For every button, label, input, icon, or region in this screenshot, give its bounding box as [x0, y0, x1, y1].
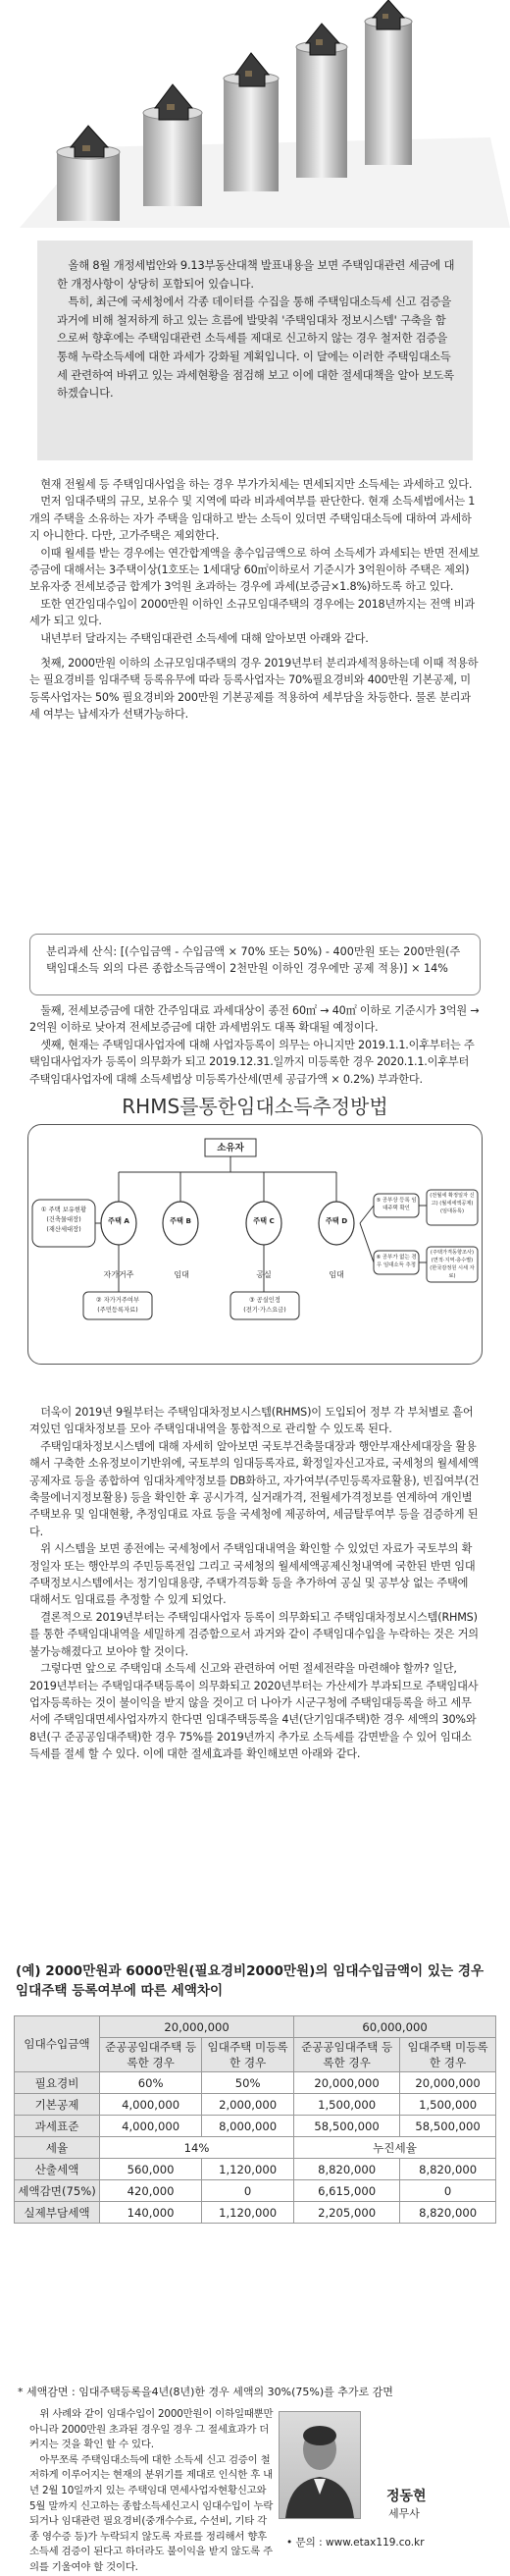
table-row	[15, 2116, 496, 2137]
status-vacant: 공실	[256, 1270, 272, 1279]
table-row	[15, 2180, 496, 2202]
author-photo	[279, 2411, 361, 2519]
table-cell: 20,000,000	[294, 2072, 400, 2094]
table-cell: 1,120,000	[202, 2202, 294, 2224]
rhms-flow-diagram	[28, 1125, 481, 1363]
house-d: 주택 D	[325, 1216, 348, 1225]
author-card	[279, 2407, 506, 2559]
summary-paragraph: 특히, 최근에 국세청에서 각종 데이터를 수집을 통해 주택임대소득세 신고 검증을 과거에 비해 철저하게 하고 있는 흐름에 발맞춰 '주택임대차 정보시스템' 구축을 함으로써 향후에는 주택임대관련 소득세를 제대로 신고하지 않는 경우 철저한 검증을 통해 누락소득세에 대한 과세가 강화될 계획입니다. 이 달에는 이러한 주택임대소득세 관련하여 바뀌고 있는 과세현황을 점검해 보고 이에 대한 절세대책을 알아 보도록 하겠습니다.	[57, 295, 454, 401]
table-cell: 1,500,000	[294, 2094, 400, 2116]
group-header: 20,000,000	[100, 2016, 294, 2038]
hero-illustration	[0, 0, 510, 231]
author-contact: • 문의 : www.etax119.co.kr	[286, 2537, 425, 2549]
registration-source-box: (전월세 확정일자 신고) (월세세액공제) (임대등록)	[430, 1193, 475, 1214]
vacancy-check-box	[230, 1296, 299, 1315]
house-c: 주택 C	[253, 1216, 275, 1225]
table-cell: 8,000,000	[202, 2116, 294, 2137]
body-paragraph: 아무쪼록 주택임대소득에 대한 소득세 신고 검증이 철저하게 이루어지는 현재의 분위기를 제대로 인식한 후 내년 2월 10일까지 있는 주택임대 면세사업자현황신고와 5월 말까지 신고하는 종합소득세신고시 임대수입이 누락되거나 임대관련 필요경비(중개수수료, 수선비, 기타 각종 영수증 등)가 누락되지 않도록 자료를 정리해서 향후 소득세 검증이 된다고 하더라도 불이익을 받지 않도록 주의를 기울여야 할 것이다.	[29, 2453, 274, 2573]
article-body-section-3	[29, 1404, 481, 1763]
table-cell: 14%	[100, 2137, 294, 2159]
self-residence-line: (주민등록자료)	[97, 1307, 138, 1314]
author-name: 정동현	[386, 2489, 427, 2504]
price-source-box: (주택가격동향조사) (면적·지역·층수별) (한국감정원 시세 자료)	[430, 1250, 475, 1279]
registered-rental-note: ⑤ 공부상 등록 임대주택 확인	[376, 1198, 417, 1211]
status-rented: 임대	[329, 1270, 344, 1279]
body-paragraph: 둘째, 전세보증금에 대한 간주임대료 과세대상이 종전 60㎡ → 40㎡ 이하로 기준시가 3억원 → 2억원 이하로 낮아져 전세보증금에 대한 과세범위도 대폭 확대될 예정이다.	[29, 1004, 480, 1035]
table-cell: 2,000,000	[202, 2094, 294, 2116]
table-cell: 60%	[100, 2072, 202, 2094]
body-paragraph: 결론적으로 2019년부터는 주택임대사업자 등록이 의무화되고 주택임대차정보시스템(RHMS)를 통한 주택임대내역을 세밀하게 검증함으로서 과거와 같이 주택임대수입을 누락하는 것은 거의 불가능해졌다고 보아야 할 것이다.	[29, 1610, 479, 1658]
body-paragraph: 위 시스템을 보면 종전에는 국세청에서 주택임대내역을 확인할 수 있었던 자료가 국토부의 확정일자 또는 행안부의 주민등록전입 그리고 국세청의 월세세액공제신청내역에 국한된 반면 임대주택정보시스템에서는 정기임대용량, 주택가격등확 등을 추가하여 공실 및 공부상 없는 주택에 대해서도 임대료를 추정할 수 있게 되었다.	[29, 1542, 476, 1607]
body-paragraph: 현재 전월세 등 주택임대사업을 하는 경우 부가가치세는 면세되지만 소득세는 과세하고 있다.	[40, 478, 473, 491]
row-label: 산출세액	[15, 2159, 100, 2180]
table-row	[15, 2202, 496, 2224]
vacancy-line: (전기·가스요금)	[243, 1307, 286, 1314]
table-cell: 6,615,000	[294, 2180, 400, 2202]
table-cell: 20,000,000	[400, 2072, 496, 2094]
body-paragraph: 셋째, 현재는 주택임대사업자에 대해 사업자등록이 의무는 아니지만 2019.1.1.이후부터는 주택임대사업자가 등록이 의무화가 되고 2019.12.31.일까지 미등록한 경우 2020.1.1.이후부터 주택임대사업자에 대해 소득세법상 미등록가산세(면세 공급가액 × 0.2%) 부과한다.	[29, 1038, 475, 1086]
body-paragraph: 주택임대차정보시스템에 대해 자세히 알아보면 국토부건축물대장과 행안부재산세대장을 활용해서 구축한 소유정보이기반위에, 국토부의 임대등록자료, 확정일자신고자료, 국세청의 월세세액공제자료 등을 종합하여 임대차계약정보를 DB화하고, 자가여부(주민등록자료활용), 빈집여부(건축물에너지정보활용) 등을 확인한 후 공시가격, 실거래가격, 전월세가격정보를 연계하여 개인별주택보유 및 임대현황, 추정임대료 자료 등을 국세청에 제공하여, 세금탈루여부 등을 검증하게 된다.	[29, 1439, 480, 1538]
author-title: 세무사	[388, 2507, 420, 2520]
diagram-title: RHMS를통한임대소득추정방법	[122, 1095, 388, 1118]
vacancy-line: ③ 공실인정	[249, 1297, 280, 1304]
table-cell: 0	[202, 2180, 294, 2202]
table-header-row	[15, 2016, 496, 2038]
body-paragraph: 이때 월세를 받는 경우에는 연간합계액을 총수입금액으로 하여 소득세가 과세되는 반면 전세보증금에 대해서는 3주택이상(1호또는 1세대당 60㎡이하로서 기준시가 3억원이하 주택은 제외) 보유자중 전세보증금 합계가 3억원 초과하는 경우에 과세(보증금×1.8%)하도록 하고 있다.	[29, 546, 480, 594]
coin-houses-illustration	[0, 0, 510, 231]
body-paragraph: 또한 연간임대수입이 2000만원 이하인 소규모임대주택의 경우에는 2018년까지는 전액 비과세가 되고 있다.	[29, 597, 476, 628]
row-label-header: 임대수입금액	[15, 2016, 100, 2072]
table-row	[15, 2094, 496, 2116]
rhms-diagram	[27, 1124, 483, 1365]
house-b: 주택 B	[170, 1216, 191, 1225]
table-title: (예) 2000만원과 6000만원(필요경비2000만원)의 임대수입금액이 있는 경우 임대주택 등록여부에 따른 세액차이	[16, 1963, 484, 1999]
summary-box	[37, 241, 473, 460]
column-header: 준공공임대주택 등록한 경우	[100, 2038, 202, 2072]
table-cell: 1,500,000	[400, 2094, 496, 2116]
owner-label: 소유자	[217, 1143, 244, 1154]
row-label: 세액감면(75%)	[15, 2180, 100, 2202]
row-label: 세율	[15, 2137, 100, 2159]
body-paragraph: 내년부터 달라지는 주택임대관련 소득세에 대해 알아보면 아래와 같다.	[40, 631, 369, 645]
status-self-residence: 자가거주	[103, 1270, 134, 1279]
row-label: 실제부담세액	[15, 2202, 100, 2224]
article-body-section-4	[29, 2407, 275, 2576]
row-label: 필요경비	[15, 2072, 100, 2094]
house-holdings-line: (재산세대장)	[46, 1226, 81, 1233]
table-cell: 58,500,000	[400, 2116, 496, 2137]
table-cell: 4,000,000	[100, 2094, 202, 2116]
table-cell: 0	[400, 2180, 496, 2202]
table-cell: 8,820,000	[294, 2159, 400, 2180]
table-row	[15, 2137, 496, 2159]
body-paragraph: 첫째, 2000만원 이하의 소규모임대주택의 경우 2019년부터 분리과세적용하는데 이때 적용하는 필요경비를 임대주택 등록유무에 따라 등록사업자는 70%필요경비와 400만원 기본공제, 미등록사업자는 50% 필요경비와 200만원 기본공제를 적용하여 세부담을 차등한다. 물론 분리과세 여부는 납세자가 선택가능하다.	[29, 657, 479, 722]
table-cell: 560,000	[100, 2159, 202, 2180]
table-row	[15, 2072, 496, 2094]
table-cell: 8,820,000	[400, 2202, 496, 2224]
self-residence-line: ② 자가거주여부	[95, 1297, 140, 1304]
body-paragraph: 위 사례와 같이 임대수입이 2000만원이 이하일때뿐만 아니라 2000만원 초과된 경우일 경우 그 절세효과가 더 커지는 것을 확인 할 수 있다.	[29, 2408, 274, 2451]
status-rented: 임대	[174, 1270, 189, 1279]
house-holdings-line: (건축물대장)	[46, 1216, 81, 1223]
body-paragraph: 더욱이 2019년 9월부터는 주택임대차정보시스템(RHMS)이 도입되어 정부 각 부처별로 흩어져있던 임대차정보를 모아 주택임대내역을 통합적으로 관리할 수 있도록 된다.	[29, 1406, 474, 1436]
table-cell: 4,000,000	[100, 2116, 202, 2137]
table-cell: 1,120,000	[202, 2159, 294, 2180]
portrait-icon	[280, 2412, 360, 2518]
summary-paragraph: 올해 8월 개정세법안와 9.13부동산대책 발표내용을 보면 주택임대관련 세금에 대한 개정사항이 상당히 포함되어 있습니다.	[57, 258, 455, 291]
table-cell: 140,000	[100, 2202, 202, 2224]
table-footnote: * 세액감면 : 임대주택등록을4년(8년)한 경우 세액의 30%(75%)를 추가로 감면	[18, 2386, 393, 2398]
group-header: 60,000,000	[294, 2016, 496, 2038]
article-body-section-2	[29, 1002, 481, 1088]
tax-comparison-table	[14, 2015, 496, 2224]
article-body-section-1	[29, 476, 481, 724]
table-cell: 2,205,000	[294, 2202, 400, 2224]
column-header: 준공공임대주택 등록한 경우	[294, 2038, 400, 2072]
column-header: 임대주택 미등록한 경우	[400, 2038, 496, 2072]
row-label: 과세표준	[15, 2116, 100, 2137]
house-holdings-box	[32, 1206, 95, 1235]
body-paragraph: 먼저 임대주택의 규모, 보유수 및 지역에 따라 비과세여부를 판단한다. 현재 소득세법에서는 1개의 주택을 소유하는 자가 주택을 임대하고 받는 소득이 있더면 주택임대소득에 대하여 과세하지 아니한다. 다만, 고가주택은 제외한다.	[29, 495, 476, 543]
column-header: 임대주택 미등록한 경우	[202, 2038, 294, 2072]
table-cell: 58,500,000	[294, 2116, 400, 2137]
formula-text: 분리과세 산식: [(수입금액 - 수입금액 × 70% 또는 50%) - 400만원 또는 200만원(주택임대소득 외의 다른 종합소득금액이 2천만원 이하인 경우에만 공제 적용)] × 14%	[46, 945, 461, 976]
house-holdings-line: ① 주택 보유현황	[40, 1207, 87, 1213]
table-row	[15, 2159, 496, 2180]
unregistered-rental-note: ⑥ 공부가 없는 경우 임대소득 추정	[376, 1255, 417, 1268]
table-cell: 8,820,000	[400, 2159, 496, 2180]
house-a: 주택 A	[108, 1216, 129, 1225]
body-paragraph: 그렇다면 앞으로 주택임대 소득세 신고와 관련하여 어떤 절세전략을 마련해야 할까? 일단, 2019년부터는 주택임대주택등록이 의무화되고 2020년부터는 가산세가 부과되므로 주택임대사업자등록하는 것이 불이익을 받지 않을 것이고 더 나아가 시군구청에 주택임대등록을 하고 세무서에 주택임대면세사업자까지 한다면 임대주택등록을 4년(단기임대주택)한 경우 세액의 30%와 8년(구 준공공임대주택)한 경우 75%를 2019년까지 추가로 소득세를 감면받을 수 있어 임대소득세를 절세 할 수 있다. 이에 대한 절세효과를 확인해보면 아래와 같다.	[29, 1662, 479, 1761]
separate-taxation-formula-box	[29, 934, 481, 995]
table-cell: 50%	[202, 2072, 294, 2094]
table-cell: 누진세율	[294, 2137, 496, 2159]
row-label: 기본공제	[15, 2094, 100, 2116]
self-residence-check-box	[83, 1296, 152, 1315]
table-cell: 420,000	[100, 2180, 202, 2202]
